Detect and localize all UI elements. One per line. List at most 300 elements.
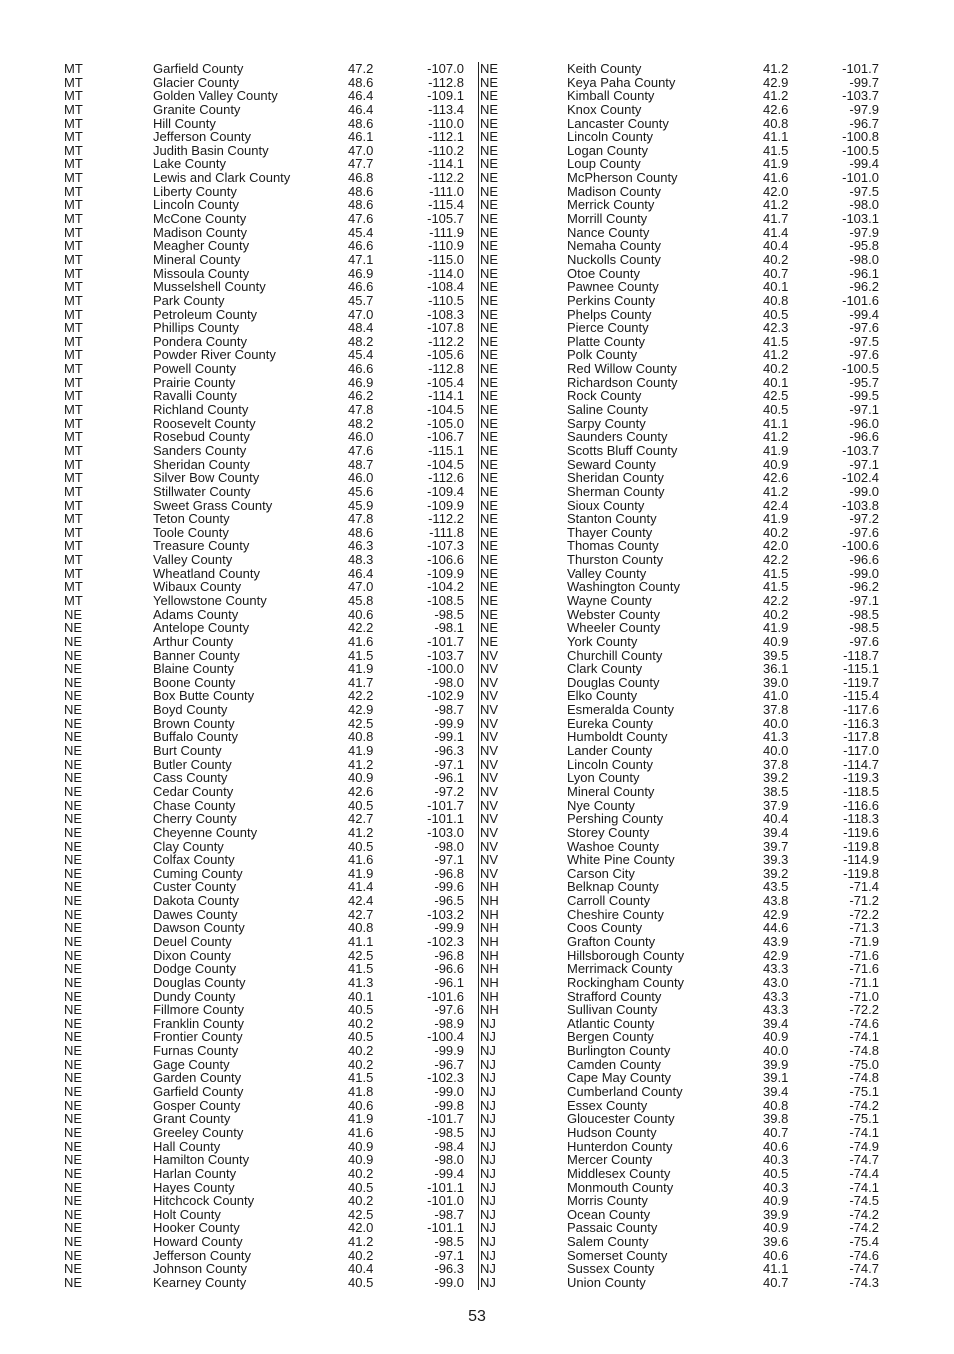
longitude-cell: -98.5 — [849, 606, 879, 622]
state-cell: NE — [64, 770, 83, 786]
longitude-cell: -117.6 — [843, 702, 879, 718]
table-row — [479, 171, 889, 185]
latitude-cell: 40.2 — [348, 1165, 374, 1181]
state-cell: NE — [64, 865, 83, 881]
latitude-cell: 40.2 — [763, 251, 789, 267]
table-row — [64, 908, 472, 922]
county-cell: Hooker County — [153, 1220, 240, 1236]
state-cell: NE — [64, 1220, 83, 1236]
longitude-cell: -96.1 — [434, 770, 464, 786]
longitude-cell: -100.0 — [427, 661, 464, 677]
latitude-cell: 46.6 — [348, 279, 374, 295]
county-cell: Douglas County — [153, 974, 246, 990]
latitude-cell: 47.8 — [348, 511, 374, 527]
state-cell: NE — [64, 893, 83, 909]
latitude-cell: 41.2 — [348, 756, 374, 772]
table-row — [64, 89, 472, 103]
latitude-cell: 42.9 — [763, 74, 789, 90]
longitude-cell: -111.9 — [429, 224, 464, 240]
table-row — [479, 1249, 889, 1263]
county-cell: Polk County — [567, 347, 638, 363]
latitude-cell: 40.9 — [348, 770, 374, 786]
latitude-cell: 48.6 — [348, 74, 374, 90]
longitude-cell: -114.1 — [428, 156, 464, 172]
table-row — [64, 253, 472, 267]
table-row — [479, 1276, 889, 1290]
table-row — [479, 212, 889, 226]
state-cell: NE — [480, 565, 499, 581]
county-cell: Bergen County — [567, 1029, 654, 1045]
latitude-cell: 48.6 — [348, 524, 374, 540]
state-cell: NE — [480, 183, 499, 199]
latitude-cell: 40.0 — [763, 1043, 789, 1059]
latitude-cell: 48.6 — [348, 183, 374, 199]
table-row — [479, 785, 889, 799]
table-row — [479, 662, 889, 676]
table-row — [64, 226, 472, 240]
state-cell: NE — [480, 251, 499, 267]
table-row — [479, 867, 889, 881]
latitude-cell: 39.2 — [763, 770, 789, 786]
state-cell: NE — [480, 61, 499, 76]
latitude-cell: 40.9 — [763, 633, 789, 649]
table-row — [479, 840, 889, 854]
latitude-cell: 42.5 — [348, 947, 374, 963]
county-cell: Belknap County — [567, 879, 659, 895]
state-cell: NE — [64, 702, 83, 718]
latitude-cell: 41.5 — [348, 1070, 374, 1086]
latitude-cell: 42.9 — [763, 906, 789, 922]
county-cell: Knox County — [567, 101, 642, 117]
latitude-cell: 40.2 — [763, 524, 789, 540]
state-cell: NE — [480, 170, 499, 186]
county-cell: Sweet Grass County — [153, 497, 273, 513]
state-cell: NE — [64, 1043, 83, 1059]
longitude-cell: -117.0 — [843, 743, 879, 759]
table-row — [64, 649, 472, 663]
longitude-cell: -100.8 — [842, 129, 879, 145]
latitude-cell: 45.9 — [348, 497, 374, 513]
latitude-cell: 39.4 — [763, 1015, 789, 1031]
state-cell: NE — [64, 879, 83, 895]
state-cell: NE — [64, 1193, 83, 1209]
longitude-cell: -96.6 — [849, 429, 879, 445]
state-cell: NJ — [480, 1015, 496, 1031]
longitude-cell: -119.8 — [843, 865, 879, 881]
longitude-cell: -96.6 — [849, 552, 879, 568]
county-cell: Brown County — [153, 715, 235, 731]
table-row — [64, 990, 472, 1004]
longitude-cell: -95.7 — [849, 374, 879, 390]
table-row — [64, 1044, 472, 1058]
county-cell: Morrill County — [567, 211, 648, 227]
longitude-cell: -102.3 — [427, 1070, 464, 1086]
table-row — [64, 1153, 472, 1167]
longitude-cell: -106.6 — [427, 552, 464, 568]
latitude-cell: 46.6 — [348, 238, 374, 254]
latitude-cell: 40.5 — [763, 1165, 789, 1181]
longitude-cell: -115.1 — [428, 442, 464, 458]
county-cell: Washoe County — [567, 838, 660, 854]
table-row — [64, 1167, 472, 1181]
state-cell: NE — [480, 620, 499, 636]
latitude-cell: 42.7 — [348, 811, 374, 827]
longitude-cell: -96.7 — [434, 1056, 464, 1072]
latitude-cell: 40.9 — [763, 1029, 789, 1045]
latitude-cell: 41.9 — [348, 1111, 374, 1127]
longitude-cell: -71.3 — [849, 920, 879, 936]
longitude-cell: -96.7 — [849, 115, 879, 131]
table-row — [479, 1003, 889, 1017]
table-row — [64, 1181, 472, 1195]
longitude-cell: -101.7 — [427, 797, 464, 813]
longitude-cell: -71.4 — [849, 879, 879, 895]
latitude-cell: 40.0 — [763, 715, 789, 731]
state-cell: MT — [64, 333, 83, 349]
table-row — [479, 348, 889, 362]
county-cell: Hill County — [153, 115, 216, 131]
state-cell: NJ — [480, 1275, 496, 1291]
state-cell: NE — [64, 743, 83, 759]
longitude-cell: -103.1 — [842, 211, 879, 227]
state-cell: NV — [480, 756, 499, 772]
state-cell: MT — [64, 470, 83, 486]
county-cell: Yellowstone County — [153, 592, 267, 608]
table-row — [64, 308, 472, 322]
latitude-cell: 47.0 — [348, 142, 374, 158]
county-cell: Dodge County — [153, 961, 237, 977]
longitude-cell: -105.0 — [427, 415, 464, 431]
county-cell: Cumberland County — [567, 1084, 683, 1100]
state-cell: NE — [64, 1084, 83, 1100]
latitude-cell: 43.3 — [763, 961, 789, 977]
longitude-cell: -107.3 — [427, 538, 464, 554]
longitude-cell: -101.6 — [427, 988, 464, 1004]
longitude-cell: -97.1 — [849, 592, 879, 608]
state-cell: NJ — [480, 1206, 496, 1222]
latitude-cell: 47.6 — [348, 442, 374, 458]
latitude-cell: 42.6 — [763, 101, 789, 117]
county-cell: Salem County — [567, 1234, 649, 1250]
latitude-cell: 40.7 — [763, 1124, 789, 1140]
county-cell: Perkins County — [567, 292, 656, 308]
latitude-cell: 40.5 — [763, 306, 789, 322]
longitude-cell: -97.5 — [849, 333, 879, 349]
state-cell: NE — [480, 415, 499, 431]
state-cell: MT — [64, 456, 83, 472]
state-cell: NE — [64, 715, 83, 731]
longitude-cell: -74.2 — [849, 1206, 879, 1222]
state-cell: NE — [64, 1247, 83, 1263]
latitude-cell: 40.2 — [348, 1043, 374, 1059]
longitude-cell: -101.7 — [427, 1111, 464, 1127]
latitude-cell: 42.2 — [348, 620, 374, 636]
table-row — [479, 1058, 889, 1072]
state-cell: NE — [64, 1070, 83, 1086]
county-cell: Pawnee County — [567, 279, 659, 295]
state-cell: NE — [64, 1152, 83, 1168]
state-cell: MT — [64, 361, 83, 377]
county-cell: Greeley County — [153, 1124, 244, 1140]
longitude-cell: -119.3 — [843, 770, 879, 786]
table-row — [479, 853, 889, 867]
longitude-cell: -108.4 — [427, 279, 464, 295]
table-row — [64, 771, 472, 785]
latitude-cell: 48.7 — [348, 456, 374, 472]
table-row — [64, 62, 472, 76]
county-cell: Carson City — [567, 865, 635, 881]
county-cell: Phelps County — [567, 306, 652, 322]
table-row — [479, 280, 889, 294]
latitude-cell: 43.8 — [763, 893, 789, 909]
longitude-cell: -96.6 — [434, 961, 464, 977]
county-cell: Rock County — [567, 388, 642, 404]
longitude-cell: -98.7 — [434, 1206, 464, 1222]
county-cell: Hayes County — [153, 1179, 235, 1195]
county-cell: Sussex County — [567, 1261, 655, 1277]
longitude-cell: -71.0 — [849, 988, 879, 1004]
state-cell: NE — [480, 442, 499, 458]
longitude-cell: -98.4 — [434, 1138, 464, 1154]
latitude-cell: 42.2 — [348, 688, 374, 704]
county-cell: Hall County — [153, 1138, 221, 1154]
state-cell: MT — [64, 511, 83, 527]
table-row — [479, 403, 889, 417]
table-row — [64, 280, 472, 294]
longitude-cell: -99.0 — [434, 1275, 464, 1291]
county-cell: Passaic County — [567, 1220, 658, 1236]
latitude-cell: 43.9 — [763, 934, 789, 949]
longitude-cell: -116.6 — [843, 797, 879, 813]
state-cell: MT — [64, 197, 83, 213]
county-cell: Otoe County — [567, 265, 640, 281]
county-cell: Clark County — [567, 661, 643, 677]
latitude-cell: 41.5 — [763, 579, 789, 595]
county-cell: Cheshire County — [567, 906, 664, 922]
county-cell: Seward County — [567, 456, 656, 472]
state-cell: MT — [64, 156, 83, 172]
county-cell: Jefferson County — [153, 1247, 252, 1263]
longitude-cell: -74.3 — [849, 1275, 879, 1291]
county-cell: Burlington County — [567, 1043, 671, 1059]
county-cell: Sarpy County — [567, 415, 646, 431]
county-cell: Phillips County — [153, 320, 239, 336]
county-cell: Butler County — [153, 756, 232, 772]
latitude-cell: 40.5 — [348, 1029, 374, 1045]
latitude-cell: 46.1 — [348, 129, 374, 145]
state-cell: NE — [480, 552, 499, 568]
table-row — [64, 1058, 472, 1072]
latitude-cell: 48.2 — [348, 333, 374, 349]
latitude-cell: 40.5 — [348, 838, 374, 854]
state-cell: NE — [64, 811, 83, 827]
longitude-cell: -101.1 — [427, 1179, 464, 1195]
longitude-cell: -115.4 — [843, 688, 879, 704]
state-cell: NV — [480, 743, 499, 759]
latitude-cell: 39.4 — [763, 1084, 789, 1100]
latitude-cell: 40.6 — [763, 1247, 789, 1263]
longitude-cell: -109.4 — [427, 483, 464, 499]
longitude-cell: -103.7 — [842, 88, 879, 104]
table-row — [64, 485, 472, 499]
state-cell: NE — [480, 74, 499, 90]
state-cell: NE — [64, 838, 83, 854]
latitude-cell: 41.9 — [763, 156, 789, 172]
county-cell: Nemaha County — [567, 238, 661, 254]
latitude-cell: 47.1 — [348, 251, 374, 267]
longitude-cell: -99.0 — [849, 565, 879, 581]
county-cell: Madison County — [153, 224, 247, 240]
state-cell: NE — [480, 197, 499, 213]
state-cell: NE — [64, 606, 83, 622]
table-row — [479, 1221, 889, 1235]
state-cell: MT — [64, 265, 83, 281]
longitude-cell: -96.2 — [849, 279, 879, 295]
county-cell: Wheatland County — [153, 565, 260, 581]
longitude-cell: -112.8 — [428, 361, 464, 377]
longitude-cell: -74.6 — [849, 1247, 879, 1263]
table-row — [64, 430, 472, 444]
longitude-cell: -98.0 — [434, 1152, 464, 1168]
longitude-cell: -74.1 — [849, 1179, 879, 1195]
latitude-cell: 40.1 — [763, 374, 789, 390]
county-cell: Pierce County — [567, 320, 649, 336]
latitude-cell: 41.2 — [763, 429, 789, 445]
latitude-cell: 41.6 — [348, 633, 374, 649]
state-cell: MT — [64, 538, 83, 554]
table-row — [479, 485, 889, 499]
state-cell: NE — [64, 1261, 83, 1277]
longitude-cell: -99.7 — [849, 74, 879, 90]
county-cell: Silver Bow County — [153, 470, 260, 486]
longitude-cell: -119.7 — [843, 674, 879, 690]
county-cell: Hamilton County — [153, 1152, 250, 1168]
longitude-cell: -98.5 — [434, 606, 464, 622]
latitude-cell: 42.9 — [763, 947, 789, 963]
longitude-cell: -100.5 — [842, 142, 879, 158]
latitude-cell: 40.8 — [348, 729, 374, 745]
county-cell: Meagher County — [153, 238, 250, 254]
latitude-cell: 43.0 — [763, 974, 789, 990]
county-cell: Esmeralda County — [567, 702, 674, 718]
county-cell: Hunterdon County — [567, 1138, 673, 1154]
longitude-cell: -103.2 — [427, 906, 464, 922]
county-cell: Red Willow County — [567, 361, 677, 377]
state-cell: NE — [64, 783, 83, 799]
latitude-cell: 47.8 — [348, 402, 374, 418]
table-row — [479, 430, 889, 444]
table-row — [479, 471, 889, 485]
table-row — [64, 1030, 472, 1044]
county-cell: Johnson County — [153, 1261, 247, 1277]
table-row — [64, 1221, 472, 1235]
county-cell: Platte County — [567, 333, 646, 349]
latitude-cell: 46.4 — [348, 101, 374, 117]
latitude-cell: 40.4 — [348, 1261, 374, 1277]
state-cell: MT — [64, 442, 83, 458]
longitude-cell: -99.9 — [434, 920, 464, 936]
state-cell: MT — [64, 483, 83, 499]
latitude-cell: 40.5 — [348, 1275, 374, 1291]
table-row — [479, 649, 889, 663]
longitude-cell: -98.5 — [849, 620, 879, 636]
county-cell: Cedar County — [153, 783, 234, 799]
table-row — [479, 962, 889, 976]
longitude-cell: -98.0 — [434, 674, 464, 690]
table-row — [479, 144, 889, 158]
table-row — [64, 76, 472, 90]
longitude-cell: -74.1 — [849, 1124, 879, 1140]
latitude-cell: 45.4 — [348, 224, 374, 240]
county-cell: Buffalo County — [153, 729, 239, 745]
latitude-cell: 40.2 — [348, 1015, 374, 1031]
county-cell: Richland County — [153, 402, 249, 418]
table-row — [479, 335, 889, 349]
county-cell: Keith County — [567, 61, 642, 76]
latitude-cell: 37.8 — [763, 702, 789, 718]
latitude-cell: 42.5 — [348, 715, 374, 731]
latitude-cell: 41.6 — [348, 1124, 374, 1140]
table-row — [479, 1099, 889, 1113]
state-cell: NJ — [480, 1124, 496, 1140]
state-cell: NV — [480, 824, 499, 840]
longitude-cell: -74.7 — [849, 1261, 879, 1277]
state-cell: NJ — [480, 1043, 496, 1059]
county-cell: Churchill County — [567, 647, 663, 663]
state-cell: NE — [480, 156, 499, 172]
table-row — [64, 935, 472, 949]
latitude-cell: 39.6 — [763, 1234, 789, 1250]
table-row — [479, 949, 889, 963]
state-cell: NE — [480, 211, 499, 227]
county-cell: Washington County — [567, 579, 680, 595]
latitude-cell: 39.5 — [763, 647, 789, 663]
longitude-cell: -107.0 — [427, 61, 464, 76]
county-cell: Burt County — [153, 743, 222, 759]
longitude-cell: -104.2 — [427, 579, 464, 595]
latitude-cell: 43.3 — [763, 1002, 789, 1018]
state-cell: NJ — [480, 1179, 496, 1195]
longitude-cell: -103.7 — [427, 647, 464, 663]
state-cell: MT — [64, 565, 83, 581]
county-cell: Holt County — [153, 1206, 221, 1222]
state-cell: NE — [64, 1015, 83, 1031]
latitude-cell: 41.6 — [763, 170, 789, 186]
table-row — [479, 1235, 889, 1249]
longitude-cell: -117.8 — [843, 729, 879, 745]
table-row — [479, 321, 889, 335]
table-row — [64, 444, 472, 458]
county-cell: Wayne County — [567, 592, 652, 608]
table-row — [479, 1153, 889, 1167]
table-row — [64, 567, 472, 581]
county-cell: Nye County — [567, 797, 635, 813]
table-row — [479, 1194, 889, 1208]
county-cell: Gage County — [153, 1056, 230, 1072]
latitude-cell: 41.5 — [763, 333, 789, 349]
table-row — [64, 826, 472, 840]
table-row — [479, 567, 889, 581]
longitude-cell: -101.6 — [842, 292, 879, 308]
latitude-cell: 46.3 — [348, 538, 374, 554]
longitude-cell: -74.9 — [849, 1138, 879, 1154]
state-cell: NE — [64, 988, 83, 1004]
county-cell: McCone County — [153, 211, 247, 227]
latitude-cell: 40.9 — [348, 1152, 374, 1168]
table-row — [64, 321, 472, 335]
county-cell: Sullivan County — [567, 1002, 658, 1018]
longitude-cell: -74.2 — [849, 1220, 879, 1236]
